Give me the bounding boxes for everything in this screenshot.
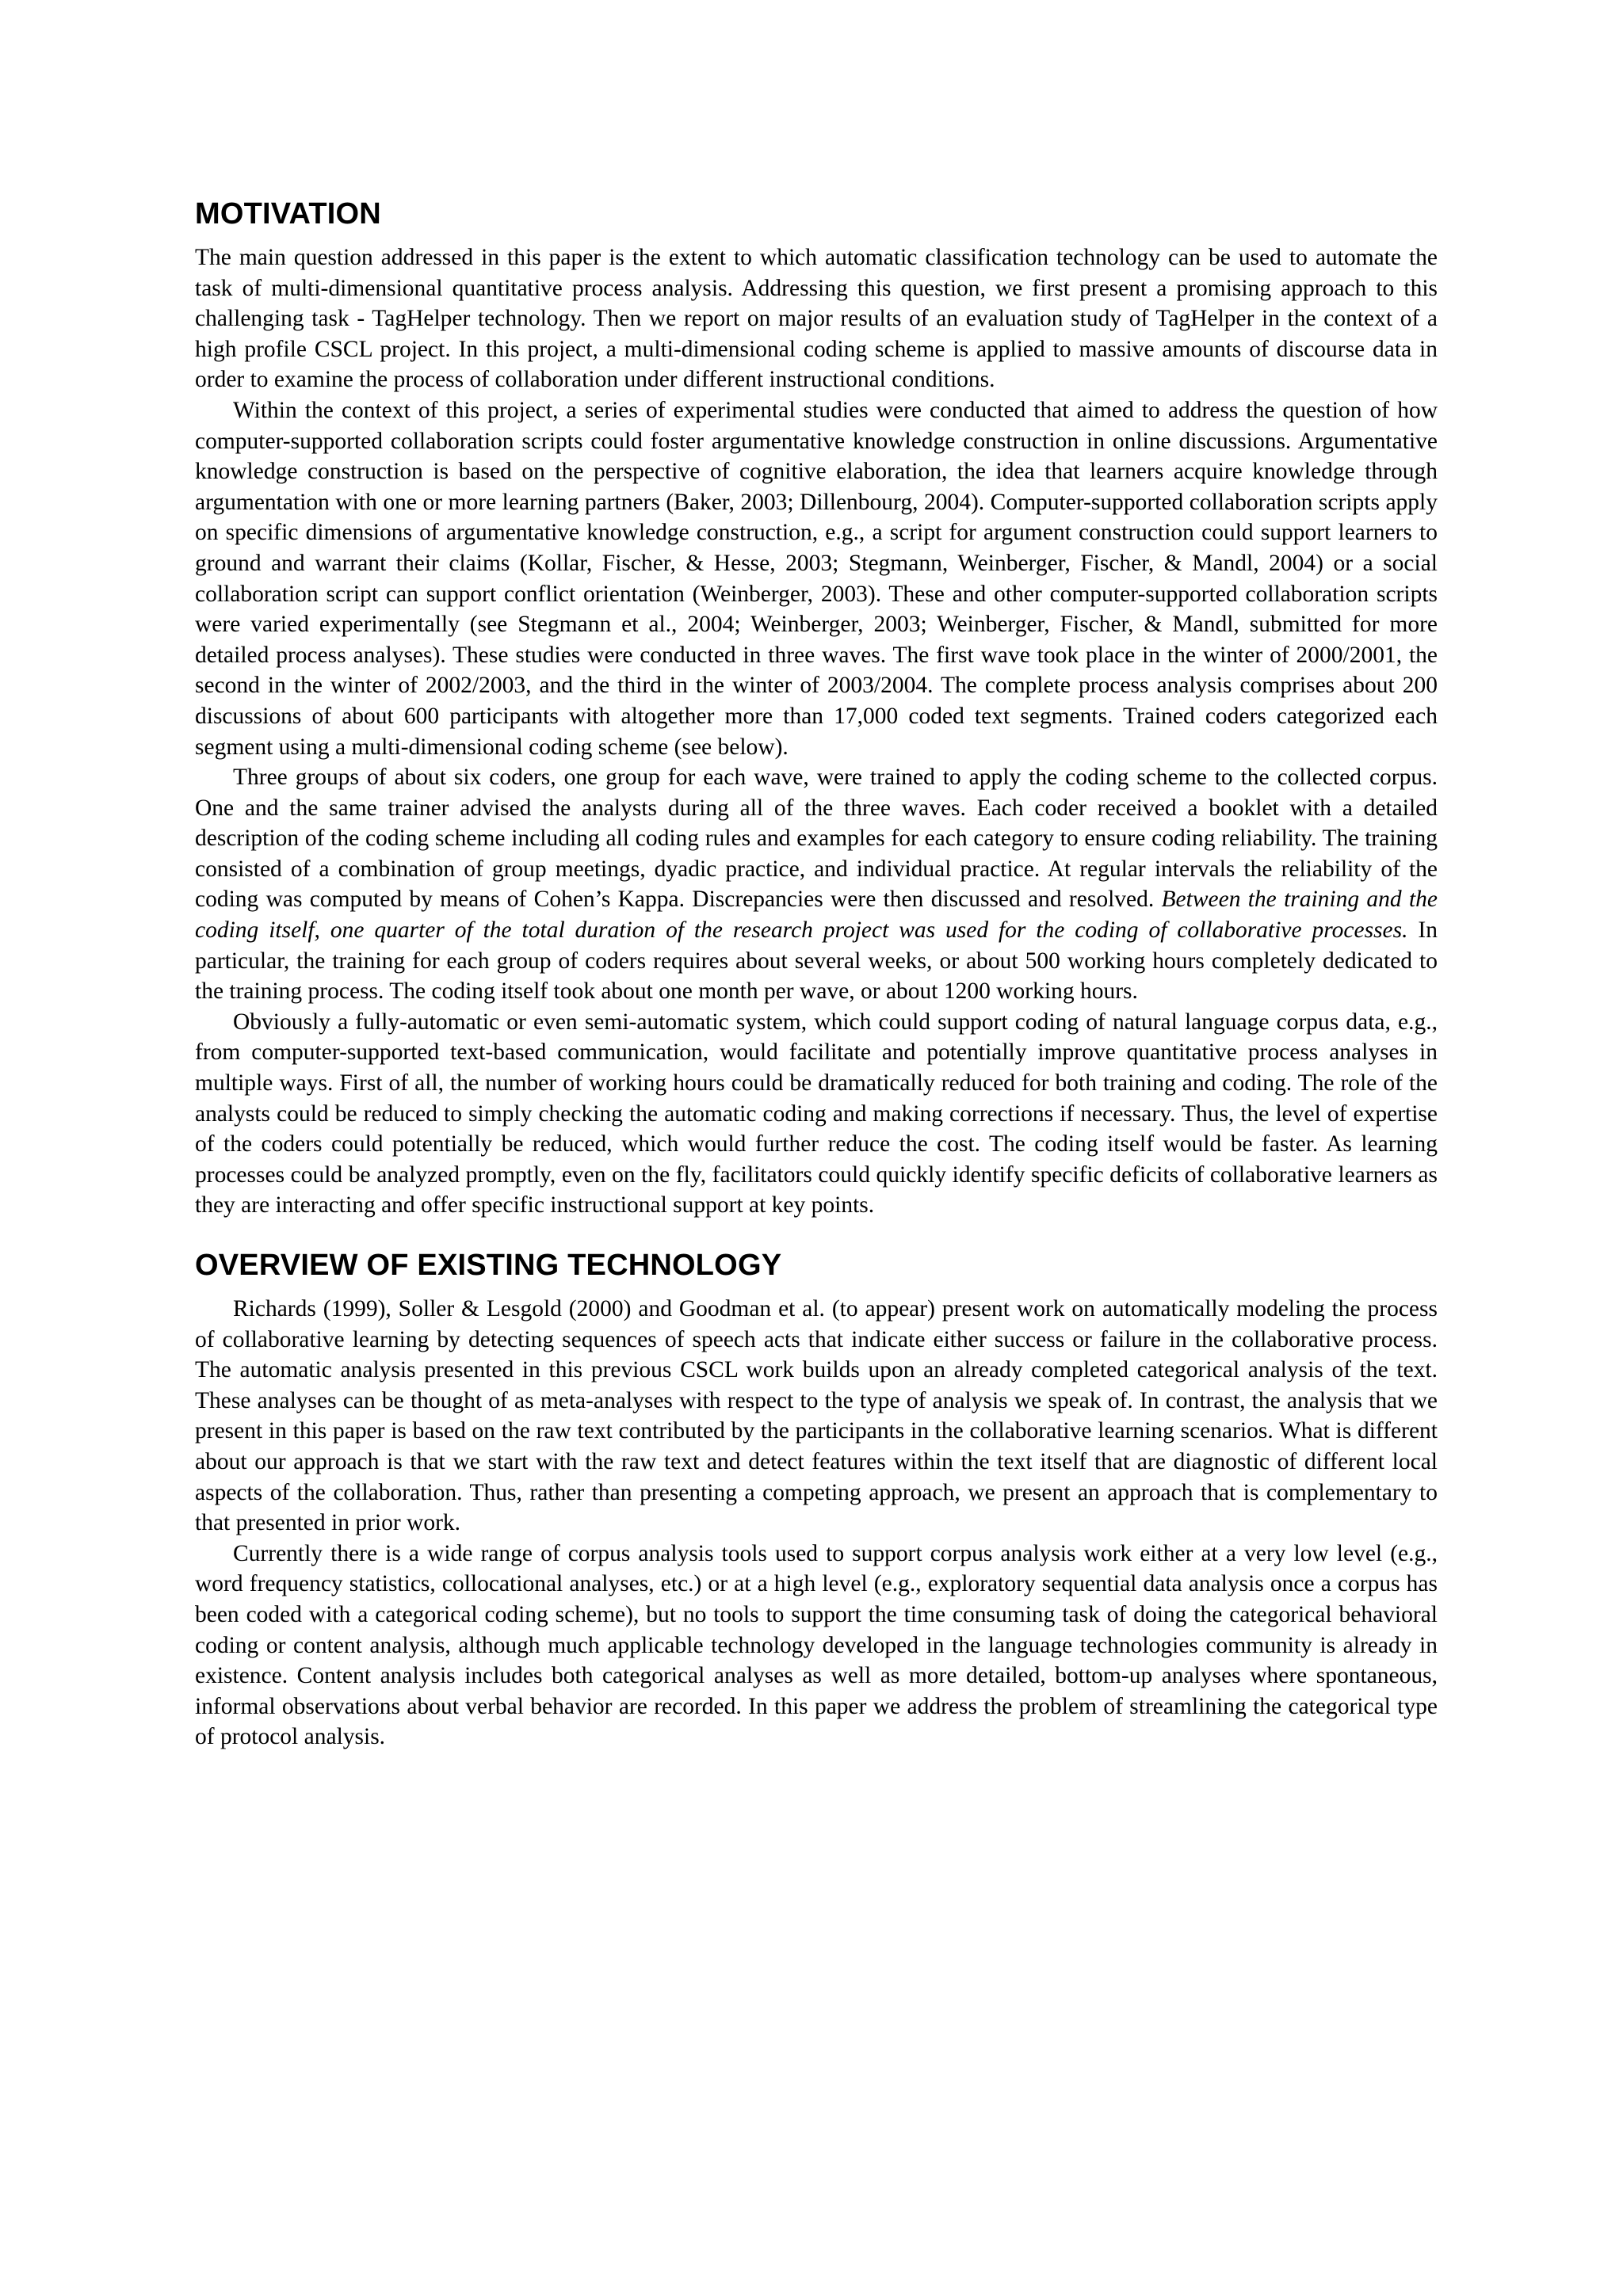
paragraph: Currently there is a wide range of corpus analysis tools used to support corpus analysis work either at a very low level (e.g., word frequency statistics, collocational analyses, etc.) or at a high level (e.g., exploratory sequential data analysis once a corpus has been coded with a categorical coding scheme), but no tools to support the time consuming task of doing the categorical behavioral coding or content analysis, although much applicable technology developed in the language technologies community is already in existence. Content analysis includes both categorical analyses as well as more detailed, bottom-up analyses where spontaneous, informal observations about verbal behavior are recorded. In this paper we address the problem of streamlining the categorical type of protocol analysis. [195,1540,1438,1750]
emphasized-text: Between the training and the coding itself, one quarter of the total duration of the research project was used for the coding of collaborative processes. [195,887,1438,944]
section-heading-motivation: MOTIVATION [195,197,381,231]
section-overview-existing-technology [195,1248,1438,1753]
paragraph: Obviously a fully-automatic or even semi-automatic system, which could support coding of natural language corpus data, e.g., from computer-supported text-based communication, would facilitate and potentially improve quantitative process analyses in multiple ways. First of all, the number of working hours could be dramatically reduced for both training and coding. The role of the analysts could be reduced to simply checking the automatic coding and making corrections if necessary. Thus, the level of expertise of the coders could potentially be reduced, which would further reduce the cost. The coding itself would be faster. As learning processes could be analyzed promptly, even on the fly, facilitators could quickly identify specific deficits of collaborative learners as they are interacting and offer specific instructional support at key points. [195,1009,1438,1219]
paper-page [195,196,1438,1753]
section-heading-overview: OVERVIEW OF EXISTING TECHNOLOGY [195,1249,782,1282]
section-motivation [195,196,1438,1221]
paragraph: The main question addressed in this paper is the extent to which automatic classification technology can be used to automate the task of multi-dimensional quantitative process analysis. Addressing this question, we first present a promising approach to this challenging task - TagHelper technology. Then we report on major results of an evaluation study of TagHelper in the context of a high profile CSCL project. In this project, a multi-dimensional coding scheme is applied to massive amounts of discourse data in order to examine the process of collaboration under different instructional conditions. [195,245,1438,393]
paragraph-text: In particular, the training for each group of coders requires about several weeks, or about 500 working hours completely dedicated to the training process. The coding itself took about one month per wave, or about 1200 working hours. [195,917,1438,1005]
paragraph: Within the context of this project, a series of experimental studies were conducted that aimed to address the question of how computer-supported collaboration scripts could foster argumentative knowledge construction in online discussions. Argumentative knowledge construction is based on the perspective of cognitive elaboration, the idea that learners acquire knowledge through argumentation with one or more learning partners (Baker, 2003; Dillenbourg, 2004). Computer-supported collaboration scripts apply on specific dimensions of argumentative knowledge construction, e.g., a script for argument construction could support learners to ground and warrant their claims (Kollar, Fischer, & Hesse, 2003; Stegmann, Weinberger, Fischer, & Mandl, 2004) or a social collaboration script can support conflict orientation (Weinberger, 2003). These and other computer-supported collaboration scripts were varied experimentally (see Stegmann et al., 2004; Weinberger, 2003; Weinberger, Fischer, & Mandl, submitted for more detailed process analyses). These studies were conducted in three waves. The first wave took place in the winter of 2000/2001, the second in the winter of 2002/2003, and the third in the winter of 2003/2004. The complete process analysis comprises about 200 discussions of about 600 participants with altogether more than 17,000 coded text segments. Trained coders categorized each segment using a multi-dimensional coding scheme (see below). [195,397,1438,760]
paragraph-text: Three groups of about six coders, one group for each wave, were trained to apply the coding scheme to the collected corpus. One and the same trainer advised the analysts during all of the three waves. Each coder received a booklet with a detailed description of the coding scheme including all coding rules and examples for each category to ensure coding reliability. The training consisted of a combination of group meetings, dyadic practice, and individual practice. At regular intervals the reliability of the coding was computed by means of Cohen’s Kappa. Discrepancies were then discussed and resolved. [195,765,1438,913]
paragraph [195,762,1438,1007]
paragraph: Richards (1999), Soller & Lesgold (2000) and Goodman et al. (to appear) present work on automatically modeling the process of collaborative learning by detecting sequences of speech acts that indicate either success or failure in the collaborative process. The automatic analysis presented in this previous CSCL work builds upon an already completed categorical analysis of the text. These analyses can be thought of as meta-analyses with respect to the type of analysis we speak of. In contrast, the analysis that we present in this paper is based on the raw text contributed by the participants in the collaborative learning scenarios. What is different about our approach is that we start with the raw text and detect features within the text itself that are diagnostic of different local aspects of the collaboration. Thus, rather than presenting a competing approach, we present an approach that is complementary to that presented in prior work. [195,1296,1438,1536]
